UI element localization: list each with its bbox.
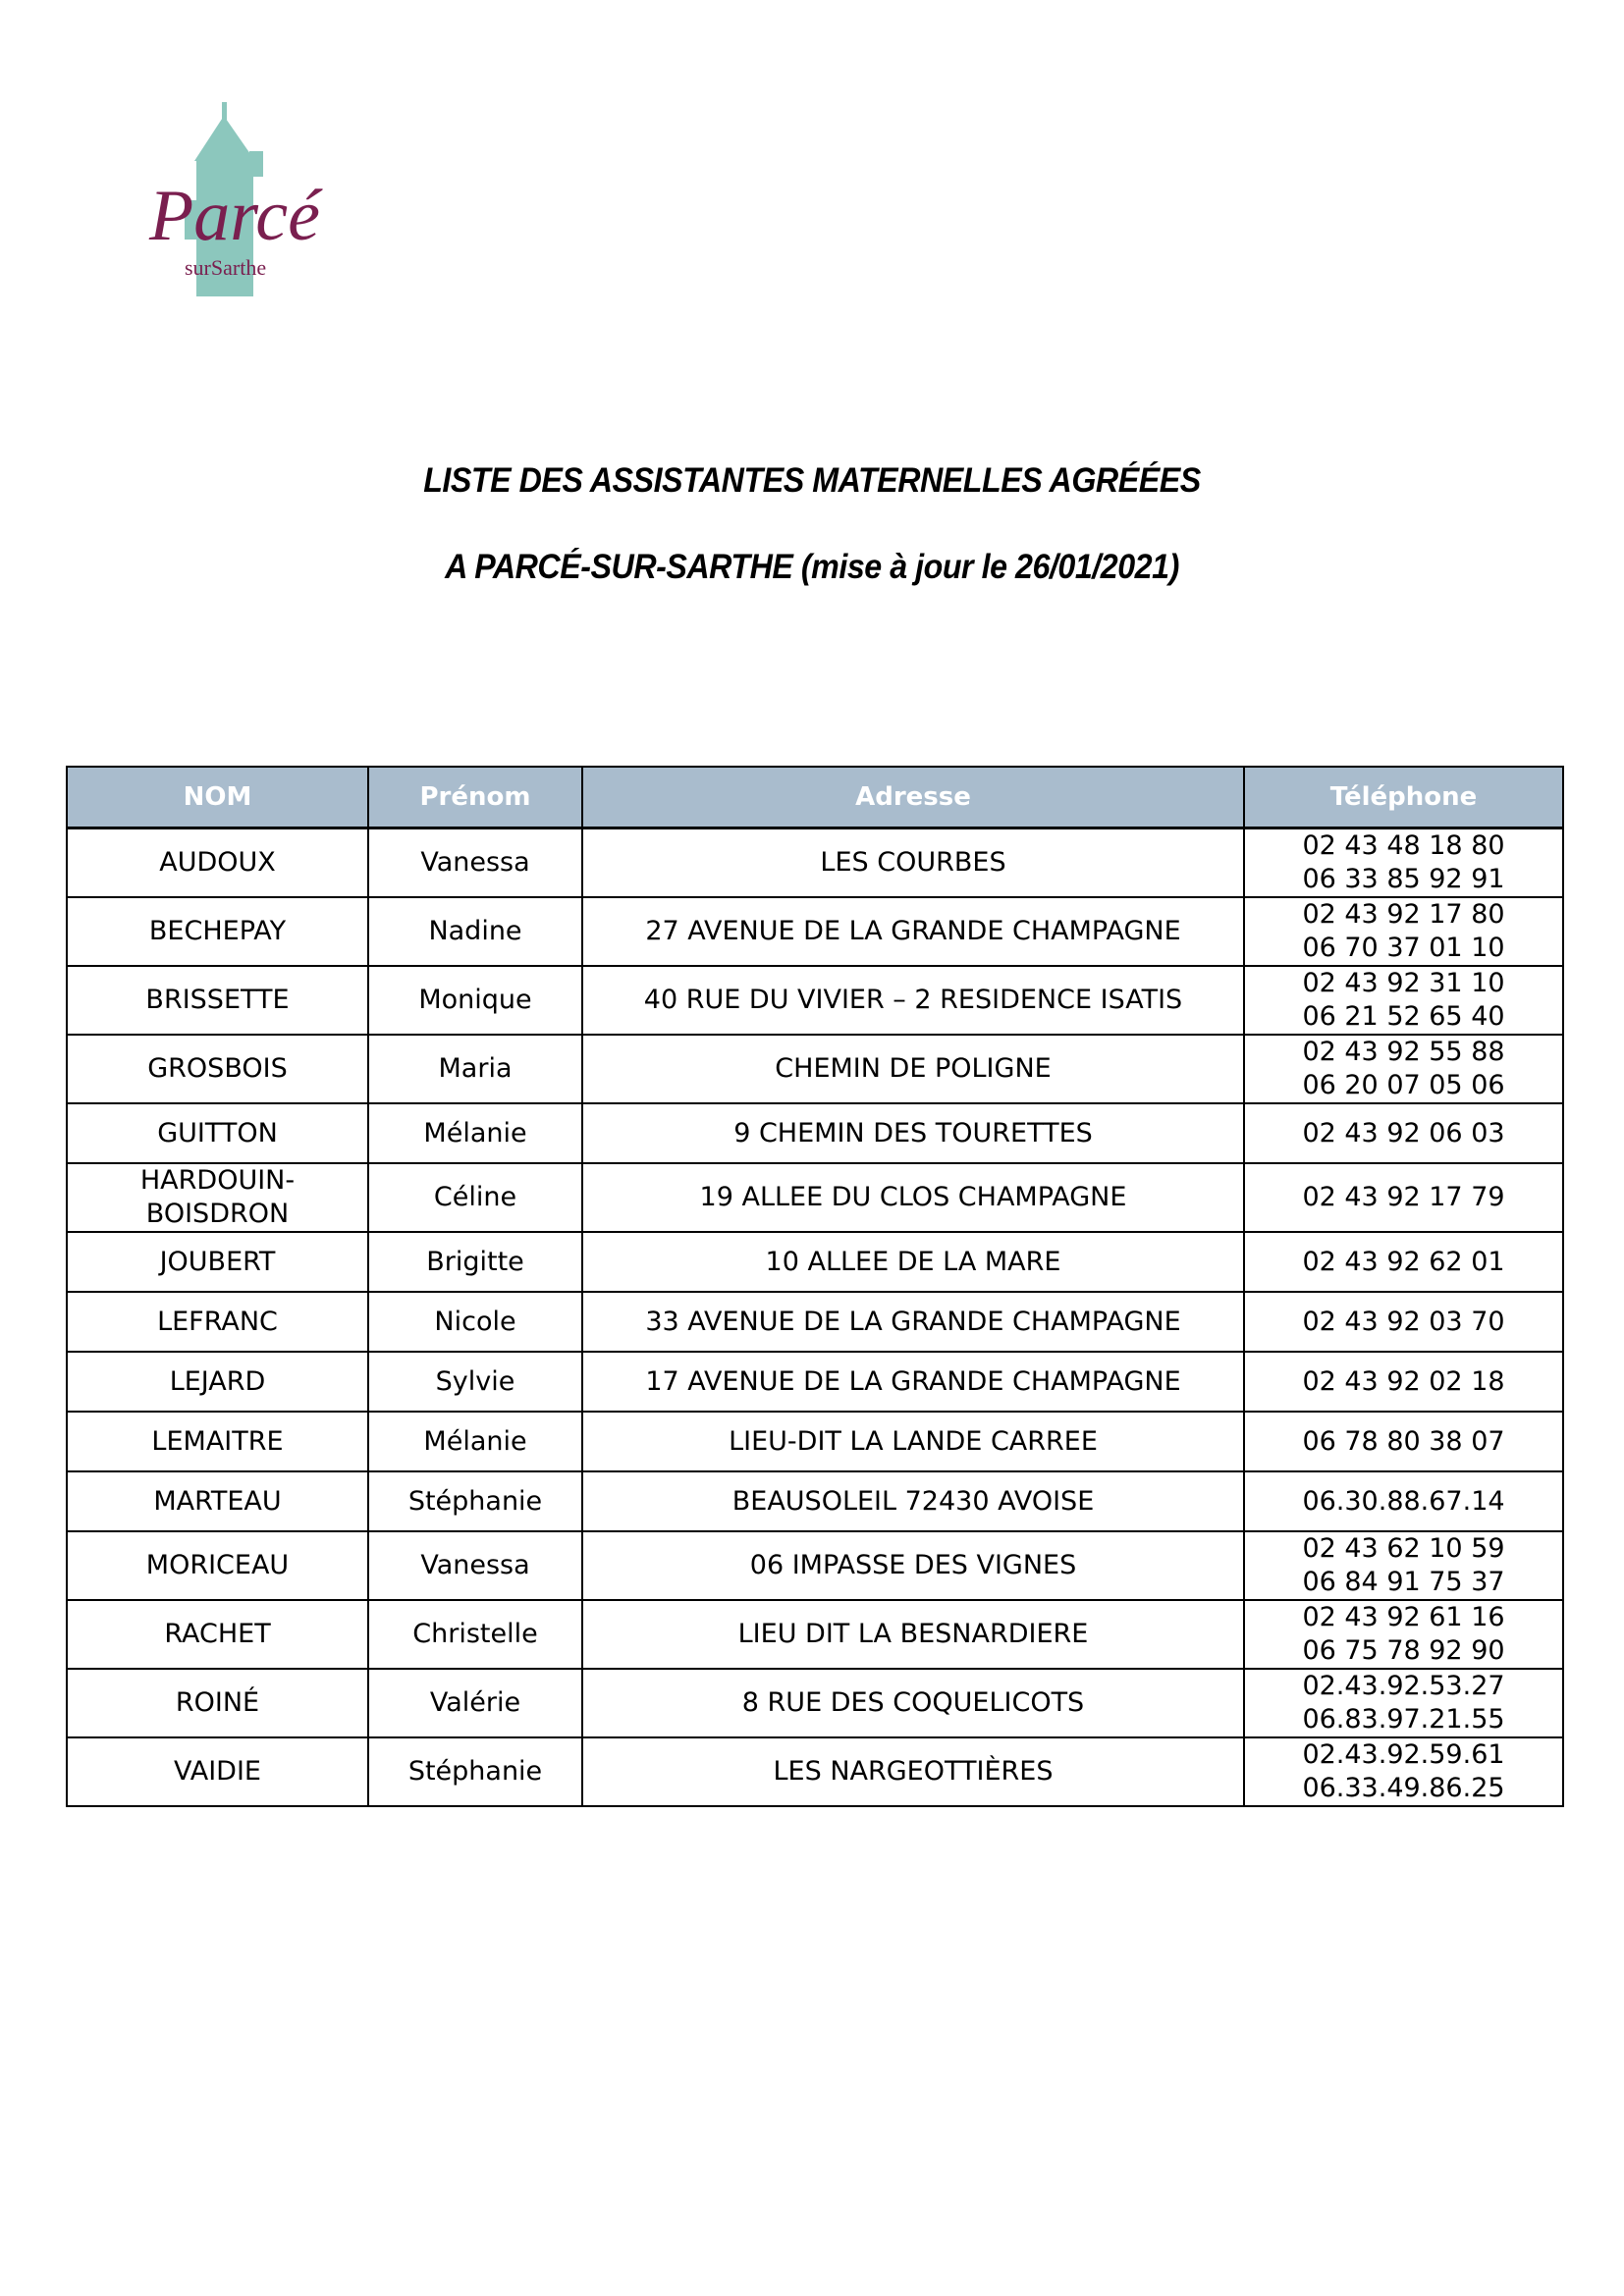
cell-adresse: 19 ALLEE DU CLOS CHAMPAGNE <box>582 1163 1244 1232</box>
logo-main-text: Parcé <box>149 176 320 256</box>
table-row <box>67 1669 1563 1737</box>
cell-adresse: 27 AVENUE DE LA GRANDE CHAMPAGNE <box>582 897 1244 966</box>
cell-prenom: Nicole <box>368 1292 582 1352</box>
cell-adresse: 8 RUE DES COQUELICOTS <box>582 1669 1244 1737</box>
phone-number: 02 43 92 31 10 <box>1302 968 1505 998</box>
cell-telephone <box>1244 1531 1563 1600</box>
logo-sub-text: surSarthe <box>185 255 267 280</box>
cell-prenom: Monique <box>368 966 582 1035</box>
cell-prenom: Sylvie <box>368 1352 582 1412</box>
cell-prenom: Stéphanie <box>368 1471 582 1531</box>
column-header-adresse: Adresse <box>582 767 1244 828</box>
phone-number: 02 43 92 02 18 <box>1302 1365 1505 1397</box>
phone-number: 02.43.92.53.27 <box>1302 1671 1505 1701</box>
parce-sur-sarthe-logo <box>145 102 320 298</box>
cell-prenom: Mélanie <box>368 1103 582 1163</box>
cell-telephone <box>1244 1292 1563 1352</box>
assistantes-table <box>66 766 1564 1807</box>
table-row <box>67 1292 1563 1352</box>
column-header-prenom: Prénom <box>368 767 582 828</box>
phone-number: 06 33 85 92 91 <box>1302 864 1505 894</box>
table-row <box>67 1737 1563 1806</box>
cell-nom: LEMAITRE <box>67 1412 368 1471</box>
cell-prenom: Christelle <box>368 1600 582 1669</box>
cell-telephone <box>1244 1232 1563 1292</box>
table-row <box>67 1232 1563 1292</box>
cell-nom: RACHET <box>67 1600 368 1669</box>
cell-adresse: LIEU DIT LA BESNARDIERE <box>582 1600 1244 1669</box>
cell-adresse: LES COURBES <box>582 828 1244 898</box>
cell-nom: LEJARD <box>67 1352 368 1412</box>
phone-number: 06 84 91 75 37 <box>1302 1567 1505 1597</box>
phone-number: 02 43 92 62 01 <box>1302 1246 1505 1277</box>
cell-prenom: Nadine <box>368 897 582 966</box>
table-row <box>67 1531 1563 1600</box>
phone-number: 02 43 92 06 03 <box>1302 1117 1505 1148</box>
cell-nom: GUITTON <box>67 1103 368 1163</box>
cell-telephone <box>1244 1163 1563 1232</box>
phone-number: 06.30.88.67.14 <box>1302 1485 1505 1517</box>
cell-adresse: LES NARGEOTTIÈRES <box>582 1737 1244 1806</box>
cell-telephone <box>1244 1412 1563 1471</box>
cell-prenom: Céline <box>368 1163 582 1232</box>
cell-telephone <box>1244 828 1563 898</box>
phone-number: 02 43 48 18 80 <box>1302 830 1505 861</box>
cell-adresse: 9 CHEMIN DES TOURETTES <box>582 1103 1244 1163</box>
cell-nom: MORICEAU <box>67 1531 368 1600</box>
logo-graphic <box>145 102 320 298</box>
cell-nom: GROSBOIS <box>67 1035 368 1103</box>
cell-adresse: BEAUSOLEIL 72430 AVOISE <box>582 1471 1244 1531</box>
cell-nom: VAIDIE <box>67 1737 368 1806</box>
column-header-nom: NOM <box>67 767 368 828</box>
table-header-row <box>67 767 1563 828</box>
phone-number: 02 43 92 55 88 <box>1302 1037 1505 1067</box>
cell-adresse: 06 IMPASSE DES VIGNES <box>582 1531 1244 1600</box>
cell-telephone <box>1244 1737 1563 1806</box>
cell-adresse: 40 RUE DU VIVIER – 2 RESIDENCE ISATIS <box>582 966 1244 1035</box>
phone-number: 02 43 92 03 70 <box>1302 1306 1505 1337</box>
cell-nom: JOUBERT <box>67 1232 368 1292</box>
cell-nom: BRISSETTE <box>67 966 368 1035</box>
cell-prenom: Maria <box>368 1035 582 1103</box>
phone-number: 02 43 92 61 16 <box>1302 1602 1505 1632</box>
table-row <box>67 1163 1563 1232</box>
phone-number: 06 78 80 38 07 <box>1302 1425 1505 1457</box>
table-body <box>67 828 1563 1807</box>
phone-number: 02 43 92 17 80 <box>1302 899 1505 930</box>
cell-nom: AUDOUX <box>67 828 368 898</box>
cell-prenom: Vanessa <box>368 1531 582 1600</box>
cell-nom: LEFRANC <box>67 1292 368 1352</box>
cell-telephone <box>1244 1600 1563 1669</box>
cell-prenom: Vanessa <box>368 828 582 898</box>
phone-number: 02.43.92.59.61 <box>1302 1739 1505 1770</box>
cell-adresse: 33 AVENUE DE LA GRANDE CHAMPAGNE <box>582 1292 1244 1352</box>
cell-adresse: 10 ALLEE DE LA MARE <box>582 1232 1244 1292</box>
cell-nom-line: HARDOUIN- <box>139 1165 296 1196</box>
phone-number: 02 43 92 17 79 <box>1302 1182 1505 1212</box>
phone-number: 06 21 52 65 40 <box>1302 1001 1505 1032</box>
table-row <box>67 1352 1563 1412</box>
cell-nom: MARTEAU <box>67 1471 368 1531</box>
phone-number: 02 43 62 10 59 <box>1302 1533 1505 1564</box>
table-row <box>67 1103 1563 1163</box>
column-header-telephone: Téléphone <box>1244 767 1563 828</box>
cell-telephone <box>1244 1352 1563 1412</box>
phone-number: 06.83.97.21.55 <box>1302 1704 1505 1735</box>
table-row <box>67 1471 1563 1531</box>
document-title-line-1: LISTE DES ASSISTANTES MATERNELLES AGRÉÉES <box>423 461 1201 500</box>
cell-telephone <box>1244 1669 1563 1737</box>
cell-telephone <box>1244 1471 1563 1531</box>
table-row <box>67 1412 1563 1471</box>
cell-prenom: Stéphanie <box>368 1737 582 1806</box>
cell-prenom: Brigitte <box>368 1232 582 1292</box>
table-row <box>67 897 1563 966</box>
cell-adresse: CHEMIN DE POLIGNE <box>582 1035 1244 1103</box>
table-row <box>67 828 1563 898</box>
cell-nom: BECHEPAY <box>67 897 368 966</box>
table-row <box>67 1600 1563 1669</box>
document-title-line-2: A PARCÉ-SUR-SARTHE (mise à jour le 26/01/2021) <box>445 548 1179 586</box>
phone-number: 06 20 07 05 06 <box>1302 1070 1505 1100</box>
cell-nom: ROINÉ <box>67 1669 368 1737</box>
cell-adresse: 17 AVENUE DE LA GRANDE CHAMPAGNE <box>582 1352 1244 1412</box>
cell-nom-line: BOISDRON <box>145 1199 290 1229</box>
table-row <box>67 1035 1563 1103</box>
cell-prenom: Valérie <box>368 1669 582 1737</box>
cell-telephone <box>1244 897 1563 966</box>
cell-nom <box>67 1163 368 1232</box>
phone-number: 06 70 37 01 10 <box>1302 933 1505 963</box>
cell-telephone <box>1244 1103 1563 1163</box>
cell-prenom: Mélanie <box>368 1412 582 1471</box>
phone-number: 06 75 78 92 90 <box>1302 1635 1505 1666</box>
cell-adresse: LIEU-DIT LA LANDE CARREE <box>582 1412 1244 1471</box>
table-row <box>67 966 1563 1035</box>
cell-telephone <box>1244 966 1563 1035</box>
phone-number: 06.33.49.86.25 <box>1302 1773 1505 1803</box>
cell-telephone <box>1244 1035 1563 1103</box>
